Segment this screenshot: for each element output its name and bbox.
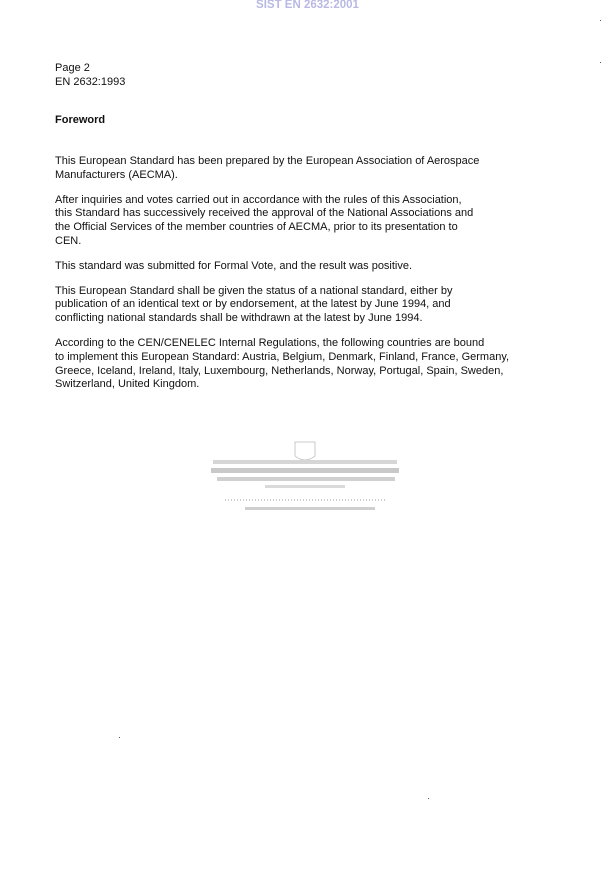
paragraph: After inquiries and votes carried out in accordance with the rules of this Association, this Standard has successively received the approval of the National Associations and the Official Services of the member countries of AECMA, prior to its presentation to CEN. <box>55 193 474 247</box>
page-header <box>55 62 125 89</box>
paragraph: This European Standard shall be given the status of a national standard, either by publication of an identical text or by endorsement, at the latest by June 1994, and conflicting national standards shall be withdrawn at the latest by June 1994. <box>55 284 453 325</box>
emblem-icon <box>295 442 315 460</box>
faded-stamp <box>205 440 405 530</box>
standard-number: EN 2632:1993 <box>55 75 126 88</box>
paragraph: This standard was submitted for Formal Vote, and the result was positive. <box>55 259 413 272</box>
paragraph: This European Standard has been prepared by the European Association of Aerospace Manufacturers (AECMA). <box>55 155 480 181</box>
paragraph: According to the CEN/CENELEC Internal Regulations, the following countries are bound to implement this European Standard: Austria, Belgium, Denmark, Finland, France, Germany, Greece, Iceland, Ireland, Italy, Luxembourg, Netherlands, Norway, Portugal, Spain, Sweden, Switzerland, United Kingdom. <box>55 336 510 391</box>
page-number: Page 2 <box>55 62 90 74</box>
watermark: SIST EN 2632:2001 <box>256 0 359 11</box>
section-title: Foreword <box>55 114 106 126</box>
foreword-body <box>55 155 575 403</box>
